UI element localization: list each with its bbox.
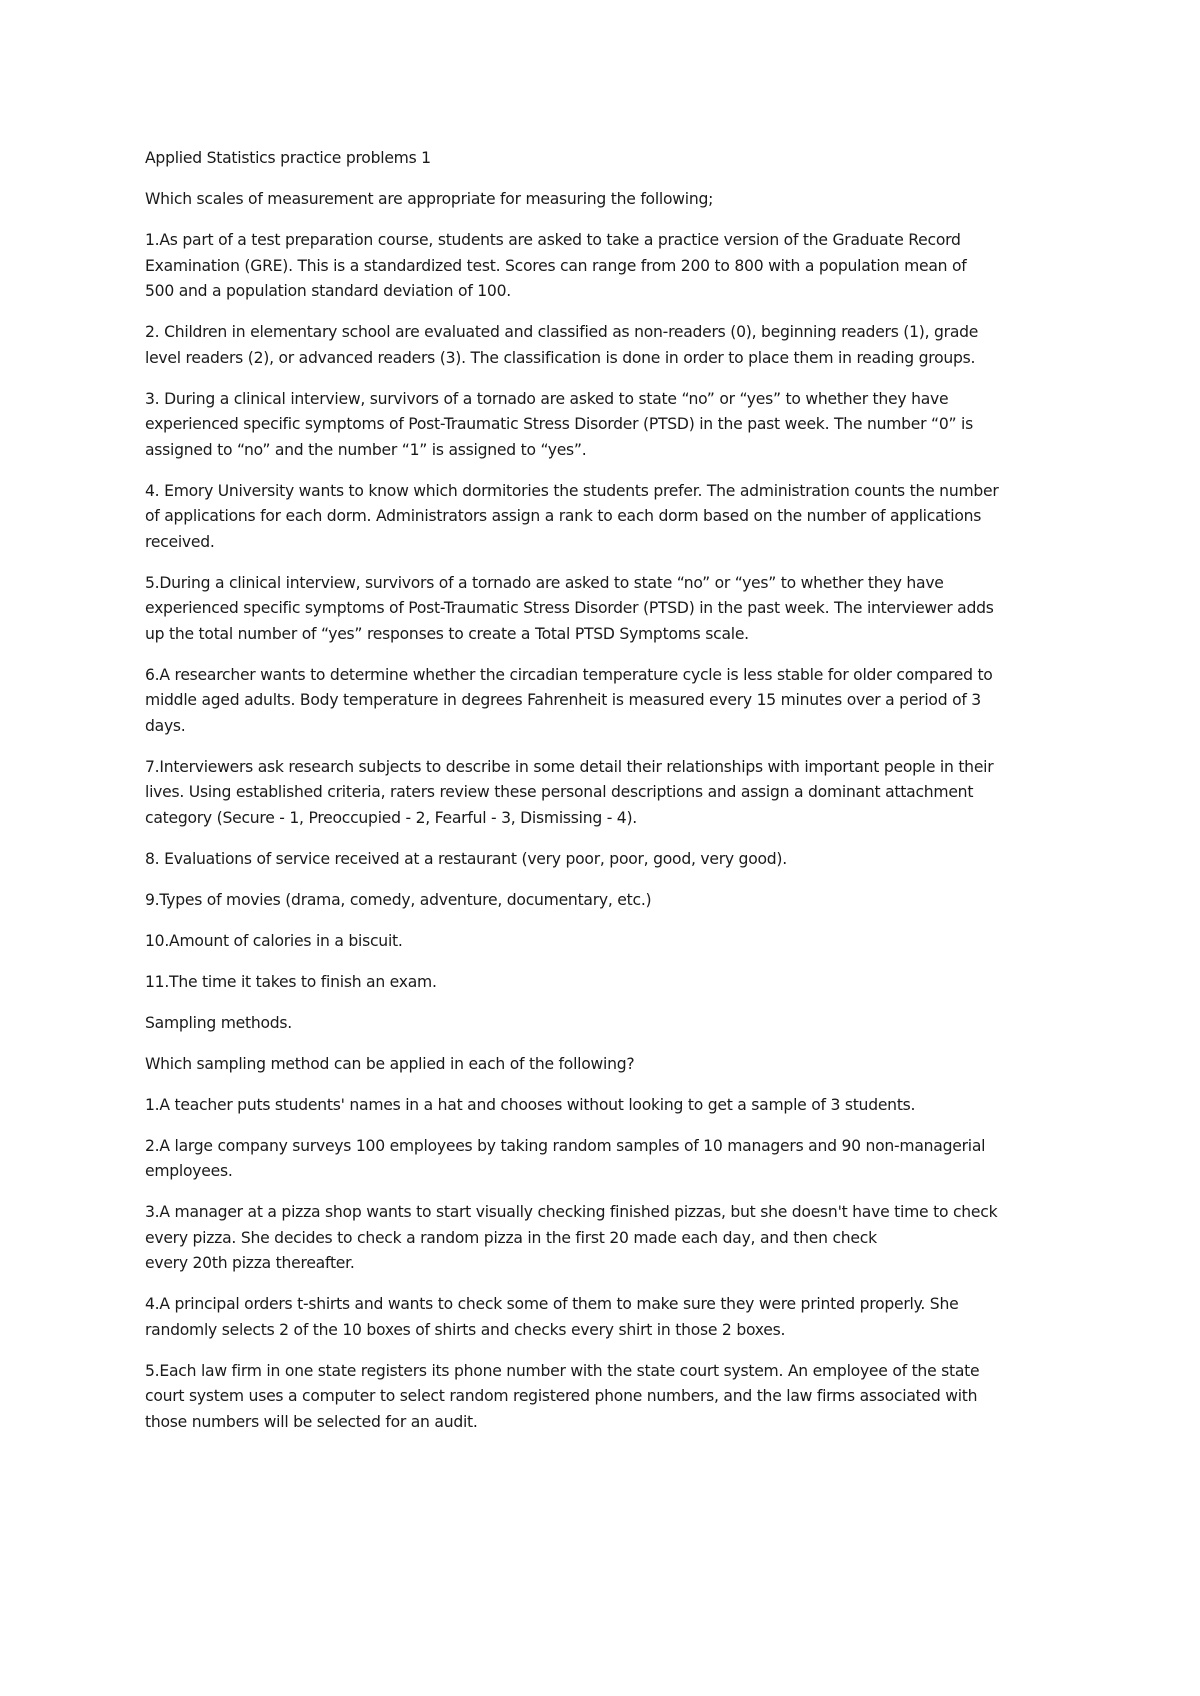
sampling-question-line: those numbers will be selected for an audit. bbox=[145, 1412, 478, 1431]
scales-question-line: 10.Amount of calories in a biscuit. bbox=[145, 931, 403, 950]
document-title: Applied Statistics practice problems 1 bbox=[145, 149, 431, 167]
sampling-question-line: court system uses a computer to select random registered phone numbers, and the law firms associated with bbox=[145, 1387, 978, 1405]
sampling-question-line: 5.Each law firm in one state registers its phone number with the state court system. An employee of the state bbox=[145, 1361, 980, 1380]
sampling-question-2 bbox=[145, 1134, 1065, 1185]
sampling-question-5 bbox=[145, 1359, 1065, 1436]
scales-question-line: experienced specific symptoms of Post-Traumatic Stress Disorder (PTSD) in the past week. The number “0” is bbox=[145, 415, 974, 433]
scales-question-list bbox=[145, 228, 1065, 995]
scales-question-9 bbox=[145, 888, 1065, 914]
sampling-heading: Sampling methods. bbox=[145, 1013, 292, 1032]
scales-question-1 bbox=[145, 228, 1065, 305]
sampling-question-line: 4.A principal orders t-shirts and wants to check some of them to make sure they were printed properly. She bbox=[145, 1295, 959, 1313]
scales-question-line: 4. Emory University wants to know which dormitories the students prefer. The administration counts the number bbox=[145, 481, 999, 500]
scales-question-line: up the total number of “yes” responses to create a Total PTSD Symptoms scale. bbox=[145, 624, 749, 643]
scales-question-line: assigned to “no” and the number “1” is assigned to “yes”. bbox=[145, 440, 587, 459]
scales-question-line: 11.The time it takes to finish an exam. bbox=[145, 972, 437, 991]
sampling-question-line: 3.A manager at a pizza shop wants to start visually checking finished pizzas, but she doesn't have time to check bbox=[145, 1203, 998, 1221]
scales-question-line: 1.As part of a test preparation course, students are asked to take a practice version of the Graduate Record bbox=[145, 231, 961, 249]
scales-question-line: level readers (2), or advanced readers (3). The classification is done in order to place them in reading groups. bbox=[145, 348, 976, 367]
scales-question-6 bbox=[145, 663, 1065, 740]
sampling-question-list bbox=[145, 1093, 1065, 1436]
scales-question-8 bbox=[145, 847, 1065, 873]
scales-question-line: days. bbox=[145, 716, 186, 735]
sampling-question-line: 2.A large company surveys 100 employees by taking random samples of 10 managers and 90 non-managerial bbox=[145, 1136, 986, 1155]
scales-question-line: lives. Using established criteria, raters review these personal descriptions and assign a dominant attachment bbox=[145, 783, 974, 801]
sampling-question-line: every 20th pizza thereafter. bbox=[145, 1254, 355, 1272]
scales-question-line: 3. During a clinical interview, survivors of a tornado are asked to state “no” or “yes” to whether they have bbox=[145, 389, 949, 408]
sampling-question-4 bbox=[145, 1292, 1065, 1343]
sampling-question-line: every pizza. She decides to check a random pizza in the first 20 made each day, and then check bbox=[145, 1228, 877, 1247]
scales-question-10 bbox=[145, 929, 1065, 955]
scales-question-line: experienced specific symptoms of Post-Traumatic Stress Disorder (PTSD) in the past week. The interviewer adds bbox=[145, 599, 994, 617]
scales-question-line: received. bbox=[145, 532, 215, 551]
document-page bbox=[145, 146, 1065, 1451]
scales-question-7 bbox=[145, 755, 1065, 832]
scales-question-5 bbox=[145, 571, 1065, 648]
scales-question-line: middle aged adults. Body temperature in degrees Fahrenheit is measured every 15 minutes over a period of 3 bbox=[145, 691, 981, 709]
sampling-intro: Which sampling method can be applied in each of the following? bbox=[145, 1054, 635, 1073]
sampling-question-line: 1.A teacher puts students' names in a hat and chooses without looking to get a sample of 3 students. bbox=[145, 1095, 916, 1114]
scales-question-line: 6.A researcher wants to determine whether the circadian temperature cycle is less stable for older compared to bbox=[145, 665, 993, 684]
scales-intro: Which scales of measurement are appropriate for measuring the following; bbox=[145, 190, 714, 208]
scales-question-3 bbox=[145, 387, 1065, 464]
scales-question-line: Examination (GRE). This is a standardized test. Scores can range from 200 to 800 with a population mean of bbox=[145, 256, 967, 275]
scales-question-line: 500 and a population standard deviation of 100. bbox=[145, 282, 511, 300]
scales-question-line: category (Secure - 1, Preoccupied - 2, Fearful - 3, Dismissing - 4). bbox=[145, 808, 638, 827]
scales-question-4 bbox=[145, 479, 1065, 556]
sampling-question-line: employees. bbox=[145, 1162, 233, 1180]
scales-question-line: 9.Types of movies (drama, comedy, adventure, documentary, etc.) bbox=[145, 890, 652, 909]
sampling-question-line: randomly selects 2 of the 10 boxes of shirts and checks every shirt in those 2 boxes. bbox=[145, 1320, 786, 1339]
sampling-question-3 bbox=[145, 1200, 1065, 1277]
scales-question-2 bbox=[145, 320, 1065, 371]
scales-question-line: 5.During a clinical interview, survivors of a tornado are asked to state “no” or “yes” to whether they have bbox=[145, 573, 944, 592]
scales-question-line: 7.Interviewers ask research subjects to describe in some detail their relationships with important people in their bbox=[145, 757, 994, 776]
scales-question-line: 8. Evaluations of service received at a restaurant (very poor, poor, good, very good). bbox=[145, 849, 787, 868]
sampling-question-1 bbox=[145, 1093, 1065, 1119]
scales-question-11 bbox=[145, 970, 1065, 996]
scales-question-line: 2. Children in elementary school are evaluated and classified as non-readers (0), beginning readers (1), grade bbox=[145, 323, 979, 341]
scales-question-line: of applications for each dorm. Administrators assign a rank to each dorm based on the number of applications bbox=[145, 507, 982, 525]
